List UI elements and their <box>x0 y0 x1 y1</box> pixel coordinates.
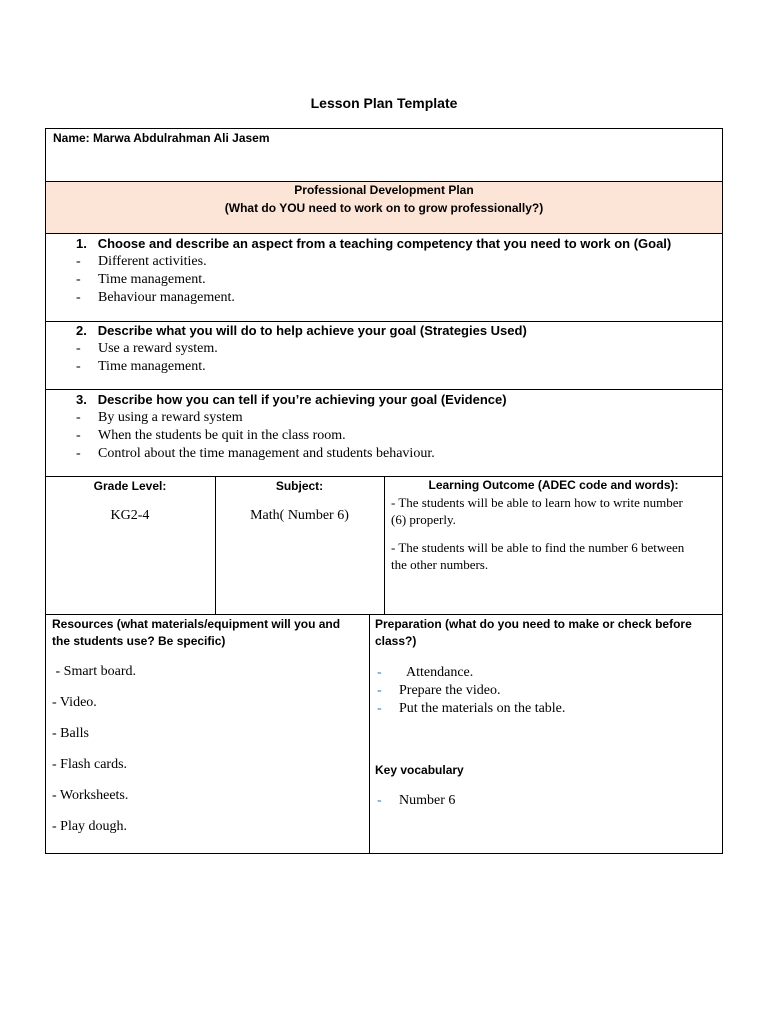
row-divider <box>45 321 723 322</box>
preparation-item: - Put the materials on the table. <box>377 701 566 716</box>
resource-item: - Flash cards. <box>52 757 128 772</box>
evidence-number: 3. <box>76 392 87 407</box>
evidence-question-text: Describe how you can tell if you’re achieving your goal (Evidence) <box>97 392 507 407</box>
subject-label: Subject: <box>275 479 324 493</box>
resource-item: - Video. <box>52 695 97 710</box>
evidence-item: - Control about the time management and students behaviour. <box>76 446 435 461</box>
goal-item: - Behaviour management. <box>76 290 235 305</box>
key-vocabulary-item: - Number 6 <box>377 793 456 808</box>
goal-item: - Different activities. <box>76 254 207 269</box>
column-divider <box>369 614 370 854</box>
row-divider <box>45 389 723 390</box>
column-divider <box>384 476 385 615</box>
page-title: Lesson Plan Template <box>310 95 458 111</box>
teacher-name: Name: Marwa Abdulrahman Ali Jasem <box>53 131 270 145</box>
strategies-question <box>76 323 527 338</box>
strategies-number: 2. <box>76 323 87 338</box>
row-divider <box>45 181 723 182</box>
learning-outcome-item: (6) properly. <box>391 512 456 527</box>
strategies-item: - Use a reward system. <box>76 341 218 356</box>
learning-outcome-item: the other numbers. <box>391 557 489 572</box>
learning-outcome-item: - The students will be able to find the number 6 between <box>391 540 685 555</box>
resource-item: - Smart board. <box>52 664 136 679</box>
resources-label: Resources (what materials/equipment will you and <box>52 617 341 631</box>
strategies-question-text: Describe what you will do to help achieve your goal (Strategies Used) <box>97 323 527 338</box>
row-divider <box>45 233 723 234</box>
goal-number: 1. <box>76 236 87 251</box>
resource-item: - Play dough. <box>52 819 128 834</box>
grade-level-value: KG2-4 <box>110 508 150 523</box>
resources-label: the students use? Be specific) <box>52 634 226 648</box>
resource-item: - Worksheets. <box>52 788 129 803</box>
pd-plan-subheading: (What do YOU need to work on to grow professionally?) <box>224 201 544 215</box>
key-vocabulary-label: Key vocabulary <box>375 763 464 777</box>
evidence-item: - When the students be quit in the class room. <box>76 428 346 443</box>
preparation-item: - Prepare the video. <box>377 683 501 698</box>
goal-item: - Time management. <box>76 272 206 287</box>
resource-item: - Balls <box>52 726 89 741</box>
preparation-label: Preparation (what do you need to make or check before <box>375 617 692 631</box>
evidence-question <box>76 392 507 407</box>
evidence-item: - By using a reward system <box>76 410 243 425</box>
pd-plan-heading: Professional Development Plan <box>294 183 474 197</box>
learning-outcome-label: Learning Outcome (ADEC code and words): <box>428 478 679 492</box>
grade-level-label: Grade Level: <box>93 479 167 493</box>
strategies-item: - Time management. <box>76 359 206 374</box>
goal-question <box>76 236 671 251</box>
goal-question-text: Choose and describe an aspect from a teaching competency that you need to work on (Goal) <box>97 236 672 251</box>
column-divider <box>215 476 216 615</box>
learning-outcome-item: - The students will be able to learn how to write number <box>391 495 683 510</box>
subject-value: Math( Number 6) <box>250 508 349 523</box>
preparation-item: - Attendance. <box>377 665 474 680</box>
resources-preparation-table <box>45 614 723 854</box>
preparation-label: class?) <box>375 634 417 648</box>
